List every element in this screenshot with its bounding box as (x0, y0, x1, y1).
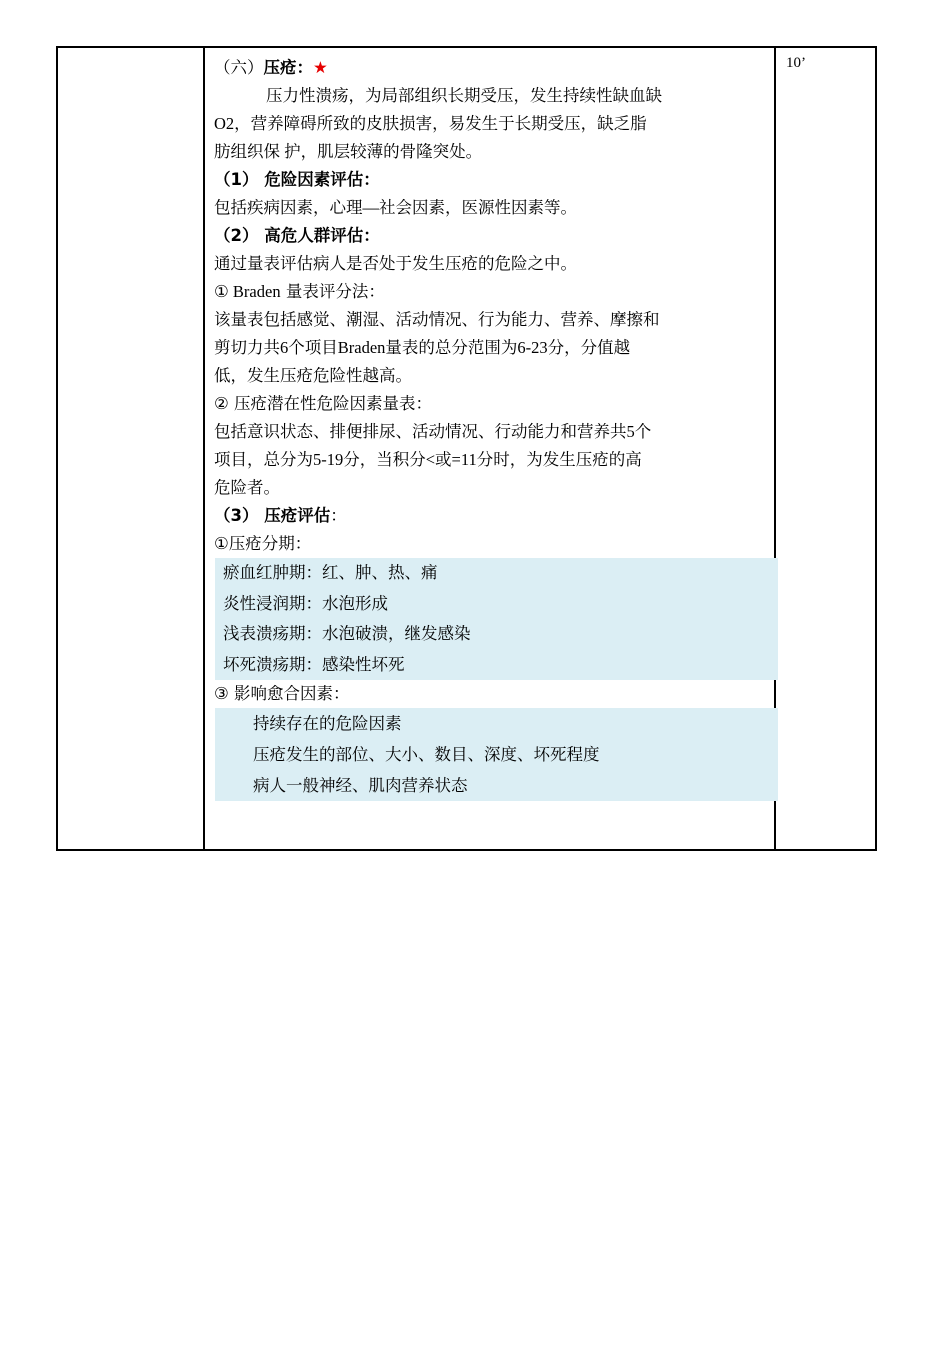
list-item: 压疮发生的部位、大小、数目、深度、坏死程度 (253, 745, 600, 764)
high-risk-heading: （2） 高危人群评估： (214, 226, 380, 245)
latent-risk-scale-title: ② 压疮潜在性危险因素量表： (214, 394, 433, 413)
braden-scale-text: 低，发生压疮危险性越高。 (214, 366, 412, 385)
content-cell (214, 54, 770, 801)
list-item: 瘀血红肿期：红、肿、热、痛 (223, 563, 438, 582)
high-risk-text: 通过量表评估病人是否处于发生压疮的危险之中。 (214, 254, 577, 273)
latent-risk-scale-text: 包括意识状态、排便排尿、活动情况、行动能力和营养共5个 (214, 422, 652, 441)
section-prefix: （六） (214, 58, 264, 77)
list-item: 坏死溃疡期：感染性坏死 (223, 654, 405, 674)
list-item: 浅表溃疡期：水泡破溃，继发感染 (223, 624, 471, 643)
section-heading (214, 54, 770, 82)
braden-scale-text: 该量表包括感觉、潮湿、活动情况、行为能力、营养、摩擦和 (214, 310, 660, 329)
definition-line: 压力性溃疡，为局部组织长期受压，发生持续性缺血缺 (266, 86, 662, 105)
star-icon: ★ (313, 58, 328, 77)
time-allocation: 10’ (786, 55, 806, 71)
latent-risk-scale-text: 危险者。 (214, 478, 280, 497)
section-title: 压疮： (263, 58, 313, 77)
braden-scale-text: 剪切力共6个项目Braden量表的总分范围为6-23分，分值越 (214, 338, 631, 357)
column-divider-left (203, 48, 205, 849)
lesson-table (56, 46, 877, 851)
staging-title: ①压疮分期： (214, 534, 312, 553)
definition-line: 肪组织保 护，肌层较薄的骨隆突处。 (214, 142, 483, 161)
list-item: 持续存在的危险因素 (253, 714, 402, 733)
list-item: 炎性浸润期：水泡形成 (223, 593, 388, 613)
braden-scale-title: ① Braden 量表评分法： (214, 282, 385, 301)
risk-factor-text: 包括疾病因素，心理—社会因素，医源性因素等。 (214, 198, 577, 217)
risk-factor-heading: （1） 危险因素评估： (214, 170, 380, 189)
list-item: 病人一般神经、肌肉营养状态 (253, 776, 468, 795)
pressure-sore-assessment-heading: （3） 压疮评估： (214, 506, 347, 525)
definition-line: O2，营养障碍所致的皮肤损害，易发生于长期受压，缺乏脂 (214, 114, 647, 133)
healing-factors-list (215, 708, 778, 801)
healing-factors-title: ③ 影响愈合因素： (214, 684, 350, 703)
staging-list (215, 558, 778, 680)
latent-risk-scale-text: 项目，总分为5-19分，当积分<或=11分时，为发生压疮的高 (214, 450, 642, 469)
